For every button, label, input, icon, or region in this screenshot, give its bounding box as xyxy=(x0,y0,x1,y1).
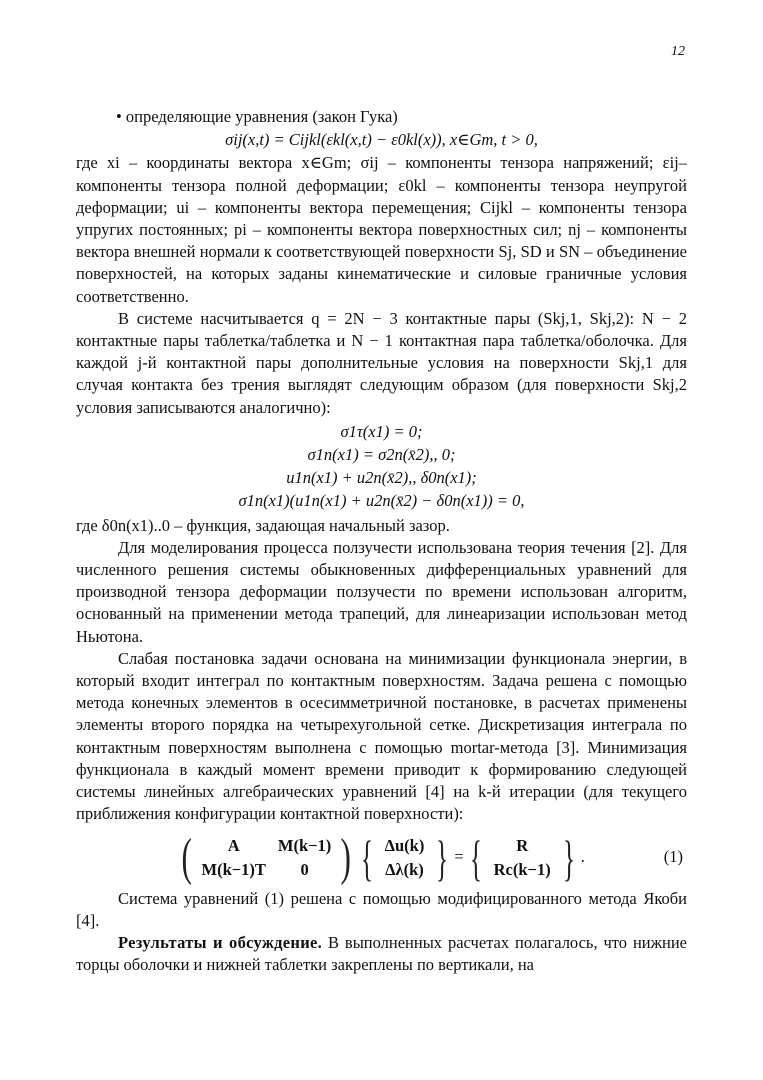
paragraph-weak-formulation: Слабая постановка задачи основана на минимизации функционала энергии, в который входит интеграл по контактным поверхностям. Задача решена с помощью метода конечных элементов в осесимметричной постановке, в расчетах применены элементы второго порядка на четырехугольной сетке. Дискретизация интеграла по контактным поверхностям выполнена с помощью mortar-метода [3]. Минимизация функционала в каждый момент времени приводит к формированию следующей системы линейных алгебраических уравнений [4] на k-й итерации (для текущего приближения конфигурации контактной поверхности): xyxy=(76,648,687,824)
vector-r: R xyxy=(516,835,529,855)
results-heading: Результаты и обсуждение. xyxy=(118,932,323,952)
page-body xyxy=(76,106,687,976)
paragraph-contact-pairs: В системе насчитывается q = 2N − 3 контактные пары (Skj,1, Skj,2): N − 2 контактные пары таблетка/таблетка и N − 1 контактная пара таблетка/оболочка. Для каждой j-й контактной пары дополнительные условия на поверхности Skj,1 для случая контакта без трения выглядят следующим образом (для поверхности Skj,2 условия записываются аналогично): xyxy=(76,308,687,417)
matrix-end-period: . xyxy=(580,847,585,867)
paragraph-gap: где δ0n(x1)..0 – функция, задающая начальный зазор. xyxy=(76,515,450,535)
vector-dlambda: Δλ(k) xyxy=(385,859,424,879)
matrix-a11: A xyxy=(227,835,240,855)
page-number: 12 xyxy=(671,44,685,59)
equation-condition-4: σ1n(x1)(u1n(x1) + u2n(x̄2) − δ0n(x1)) = 0, xyxy=(238,491,525,511)
matrix-a21: M(k−1)T xyxy=(201,859,266,879)
matrix-equation: ( A M(k−1)T M(k−1) 0 ) { Δu(k) Δλ(k) } = { R Rc(k−1) } . (1) xyxy=(181,828,683,886)
vector-rc: Rc(k−1) xyxy=(493,859,551,879)
paragraph-creep: Для моделирования процесса ползучести использована теория течения [2]. Для численного решения системы обыкновенных дифференциальных уравнений для производной тензора деформации ползучести по времени использован алгоритм, основанный на применении метода трапеций, для линеаризации использован метод Ньютона. xyxy=(76,537,687,646)
equation-condition-3: u1n(x1) + u2n(x̄2),, δ0n(x1); xyxy=(286,468,477,488)
paragraph-jacobi: Система уравнений (1) решена с помощью модифицированного метода Якоби [4]. xyxy=(76,888,687,930)
vector-rhs xyxy=(488,834,557,882)
matrix-a22: 0 xyxy=(300,859,309,879)
matrix-col-2 xyxy=(272,834,337,882)
matrix-a12: M(k−1) xyxy=(277,835,332,855)
bullet-heading: • определяющие уравнения (закон Гука) xyxy=(116,107,398,126)
results-text: В выполненных расчетах полагалось, что нижние торцы оболочки и нижней таблетки закреплены по вертикали, на xyxy=(76,932,687,975)
vector-unknowns xyxy=(379,834,431,882)
paragraph-results xyxy=(76,932,687,976)
vector-du: Δu(k) xyxy=(384,835,425,855)
contact-conditions xyxy=(76,421,687,513)
equation-condition-1: σ1τ(x1) = 0; xyxy=(340,421,423,441)
paragraph-where: где xi – координаты вектора x∈Gm; σij – компоненты тензора напряжений; εij– компоненты тензора полной деформации; ε0kl – компоненты тензора неупругой деформации; ui – компоненты вектора перемещения; Cijkl – компоненты тензора упругих постоянных; pi – компоненты вектора поверхностных сил; nj – компоненты вектора внешней нормали к соответствующей поверхности Sj, SD и SN – объединение поверхностей, на которых заданы кинематические и силовые граничные условия соответственно. xyxy=(76,153,687,306)
equation-number: (1) xyxy=(663,846,683,866)
equals-sign: = xyxy=(454,847,464,867)
equation-hooke: σij(x,t) = Cijkl(εkl(x,t) − ε0kl(x)), x∈Gm, t > 0, xyxy=(225,130,538,150)
equation-condition-2: σ1n(x1) = σ2n(x̄2),, 0; xyxy=(307,445,456,465)
matrix-col-1 xyxy=(196,834,272,882)
